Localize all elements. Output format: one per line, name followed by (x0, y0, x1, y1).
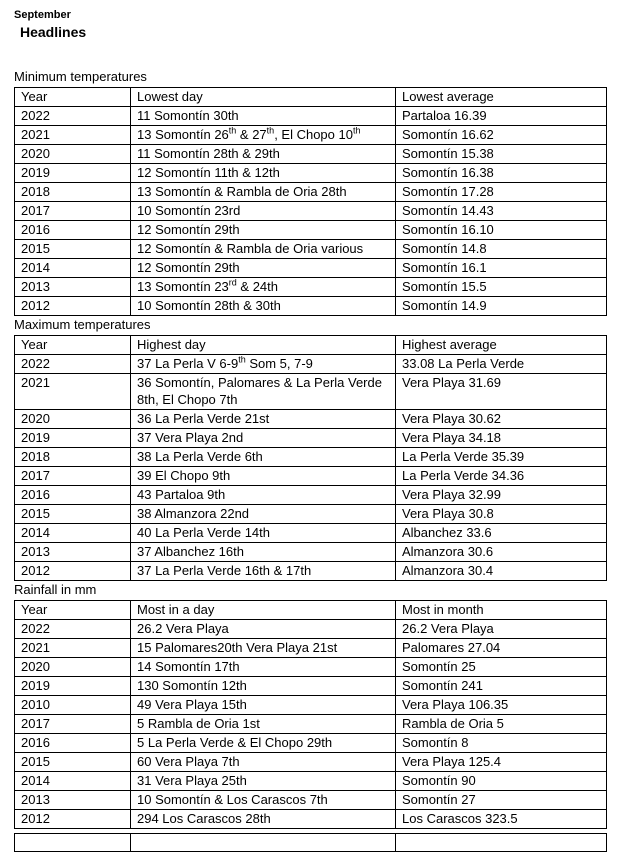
day-cell: 13 Somontín 26th & 27th, El Chopo 10th (131, 126, 396, 145)
average-cell: Palomares 27.04 (396, 639, 607, 658)
year-cell: 2015 (15, 240, 131, 259)
day-cell: 15 Palomares20th Vera Playa 21st (131, 639, 396, 658)
table-row (15, 658, 607, 677)
year-cell: 2022 (15, 107, 131, 126)
table-section (14, 582, 606, 829)
year-cell: 2019 (15, 677, 131, 696)
year-cell: 2012 (15, 297, 131, 316)
table-row (15, 278, 607, 297)
table-row (15, 810, 607, 829)
section-label: Rainfall in mm (14, 582, 97, 597)
day-cell: 12 Somontín & Rambla de Oria various (131, 240, 396, 259)
header-cell: Year (15, 336, 131, 355)
tables-container (14, 69, 606, 829)
average-cell: Somontín 8 (396, 734, 607, 753)
average-cell: La Perla Verde 34.36 (396, 467, 607, 486)
day-cell: 43 Partaloa 9th (131, 486, 396, 505)
ordinal-superscript: th (352, 125, 361, 136)
partial-year-cell (15, 834, 131, 852)
average-cell: Vera Playa 30.8 (396, 505, 607, 524)
day-cell: 13 Somontín & Rambla de Oria 28th (131, 183, 396, 202)
day-cell: 37 La Perla V 6-9th Som 5, 7-9 (131, 355, 396, 374)
table-row (15, 164, 607, 183)
average-cell: Partaloa 16.39 (396, 107, 607, 126)
table-section (14, 317, 606, 581)
partial-table-row (15, 834, 607, 852)
table-row (15, 429, 607, 448)
day-cell: 13 Somontín 23rd & 24th (131, 278, 396, 297)
day-cell: 60 Vera Playa 7th (131, 753, 396, 772)
header-cell: Most in a day (131, 601, 396, 620)
table-row (15, 355, 607, 374)
header-cell: Year (15, 88, 131, 107)
table-row (15, 297, 607, 316)
header-cell: Year (15, 601, 131, 620)
day-cell: 10 Somontín 23rd (131, 202, 396, 221)
year-cell: 2012 (15, 810, 131, 829)
average-cell: 26.2 Vera Playa (396, 620, 607, 639)
year-cell: 2019 (15, 429, 131, 448)
average-cell: Los Carascos 323.5 (396, 810, 607, 829)
year-cell: 2022 (15, 355, 131, 374)
average-cell: Somontín 14.43 (396, 202, 607, 221)
average-cell: Vera Playa 34.18 (396, 429, 607, 448)
average-cell: Somontín 241 (396, 677, 607, 696)
table-row (15, 448, 607, 467)
year-cell: 2017 (15, 202, 131, 221)
average-cell: Somontín 16.62 (396, 126, 607, 145)
section-label: Maximum temperatures (14, 317, 151, 332)
day-cell: 12 Somontín 29th (131, 259, 396, 278)
year-cell: 2013 (15, 278, 131, 297)
average-cell: Somontín 16.1 (396, 259, 607, 278)
average-cell: Vera Playa 32.99 (396, 486, 607, 505)
table-section (14, 69, 606, 316)
section-label: Minimum temperatures (14, 69, 147, 84)
table-row (15, 374, 607, 410)
header-row (15, 336, 607, 355)
table-row (15, 486, 607, 505)
day-cell: 40 La Perla Verde 14th (131, 524, 396, 543)
partial-day-cell (131, 834, 396, 852)
table-row (15, 753, 607, 772)
day-cell: 31 Vera Playa 25th (131, 772, 396, 791)
average-cell: Somontín 16.38 (396, 164, 607, 183)
average-cell: Somontín 15.5 (396, 278, 607, 297)
day-cell: 38 Almanzora 22nd (131, 505, 396, 524)
table-row (15, 202, 607, 221)
average-cell: Somontín 17.28 (396, 183, 607, 202)
day-cell: 10 Somontín & Los Carascos 7th (131, 791, 396, 810)
table-row (15, 715, 607, 734)
table-row (15, 791, 607, 810)
average-cell: Rambla de Oria 5 (396, 715, 607, 734)
table-row (15, 677, 607, 696)
table-row (15, 259, 607, 278)
page-title: Headlines (20, 24, 87, 40)
header-row (15, 601, 607, 620)
day-cell: 37 La Perla Verde 16th & 17th (131, 562, 396, 581)
average-cell: Somontín 27 (396, 791, 607, 810)
day-cell: 49 Vera Playa 15th (131, 696, 396, 715)
average-cell: Vera Playa 31.69 (396, 374, 607, 410)
average-cell: Vera Playa 106.35 (396, 696, 607, 715)
year-cell: 2014 (15, 772, 131, 791)
average-cell: Somontín 14.9 (396, 297, 607, 316)
year-cell: 2020 (15, 410, 131, 429)
year-cell: 2015 (15, 753, 131, 772)
table-row (15, 639, 607, 658)
year-cell: 2018 (15, 183, 131, 202)
average-cell: 33.08 La Perla Verde (396, 355, 607, 374)
data-table (14, 600, 607, 829)
day-cell: 38 La Perla Verde 6th (131, 448, 396, 467)
ordinal-superscript: rd (228, 277, 237, 288)
year-cell: 2020 (15, 145, 131, 164)
table-row (15, 524, 607, 543)
average-cell: Vera Playa 30.62 (396, 410, 607, 429)
year-cell: 2014 (15, 524, 131, 543)
table-row (15, 221, 607, 240)
table-row (15, 620, 607, 639)
day-cell: 12 Somontín 29th (131, 221, 396, 240)
year-cell: 2014 (15, 259, 131, 278)
average-cell: Somontín 25 (396, 658, 607, 677)
day-cell: 5 La Perla Verde & El Chopo 29th (131, 734, 396, 753)
year-cell: 2013 (15, 543, 131, 562)
table-row (15, 126, 607, 145)
table-row (15, 772, 607, 791)
year-cell: 2022 (15, 620, 131, 639)
year-cell: 2017 (15, 467, 131, 486)
year-cell: 2020 (15, 658, 131, 677)
table-row (15, 543, 607, 562)
average-cell: Somontín 14.8 (396, 240, 607, 259)
table-row (15, 183, 607, 202)
day-cell: 11 Somontín 30th (131, 107, 396, 126)
day-cell: 39 El Chopo 9th (131, 467, 396, 486)
table-row (15, 410, 607, 429)
header-cell: Most in month (396, 601, 607, 620)
average-cell: Vera Playa 125.4 (396, 753, 607, 772)
day-cell: 37 Vera Playa 2nd (131, 429, 396, 448)
day-cell: 10 Somontín 28th & 30th (131, 297, 396, 316)
table-row (15, 562, 607, 581)
data-table (14, 87, 607, 316)
year-cell: 2017 (15, 715, 131, 734)
average-cell: Almanzora 30.4 (396, 562, 607, 581)
data-table (14, 335, 607, 581)
day-cell: 11 Somontín 28th & 29th (131, 145, 396, 164)
year-cell: 2021 (15, 374, 131, 410)
partial-table (14, 833, 607, 852)
average-cell: Almanzora 30.6 (396, 543, 607, 562)
table-row (15, 734, 607, 753)
day-cell: 130 Somontín 12th (131, 677, 396, 696)
header-cell: Lowest day (131, 88, 396, 107)
ordinal-superscript: th (238, 354, 246, 365)
year-cell: 2021 (15, 639, 131, 658)
average-cell: Somontín 15.38 (396, 145, 607, 164)
header-row (15, 88, 607, 107)
year-cell: 2016 (15, 221, 131, 240)
year-cell: 2012 (15, 562, 131, 581)
day-cell: 14 Somontín 17th (131, 658, 396, 677)
header-cell: Lowest average (396, 88, 607, 107)
year-cell: 2010 (15, 696, 131, 715)
header-cell: Highest average (396, 336, 607, 355)
day-cell: 12 Somontín 11th & 12th (131, 164, 396, 183)
table-row (15, 505, 607, 524)
day-cell: 5 Rambla de Oria 1st (131, 715, 396, 734)
average-cell: Somontín 16.10 (396, 221, 607, 240)
average-cell: Somontín 90 (396, 772, 607, 791)
partial-average-cell (396, 834, 607, 852)
table-row (15, 240, 607, 259)
day-cell: 36 Somontín, Palomares & La Perla Verde 8th, El Chopo 7th (131, 374, 396, 410)
year-cell: 2016 (15, 734, 131, 753)
header-cell: Highest day (131, 336, 396, 355)
year-cell: 2018 (15, 448, 131, 467)
day-cell: 36 La Perla Verde 21st (131, 410, 396, 429)
year-cell: 2019 (15, 164, 131, 183)
year-cell: 2015 (15, 505, 131, 524)
table-row (15, 107, 607, 126)
table-row (15, 145, 607, 164)
average-cell: La Perla Verde 35.39 (396, 448, 607, 467)
table-row (15, 696, 607, 715)
year-cell: 2021 (15, 126, 131, 145)
day-cell: 294 Los Carascos 28th (131, 810, 396, 829)
day-cell: 26.2 Vera Playa (131, 620, 396, 639)
year-cell: 2013 (15, 791, 131, 810)
ordinal-superscript: th (266, 125, 275, 136)
ordinal-superscript: th (228, 125, 237, 136)
month-label: September (14, 9, 71, 21)
year-cell: 2016 (15, 486, 131, 505)
table-row (15, 467, 607, 486)
average-cell: Albanchez 33.6 (396, 524, 607, 543)
day-cell: 37 Albanchez 16th (131, 543, 396, 562)
